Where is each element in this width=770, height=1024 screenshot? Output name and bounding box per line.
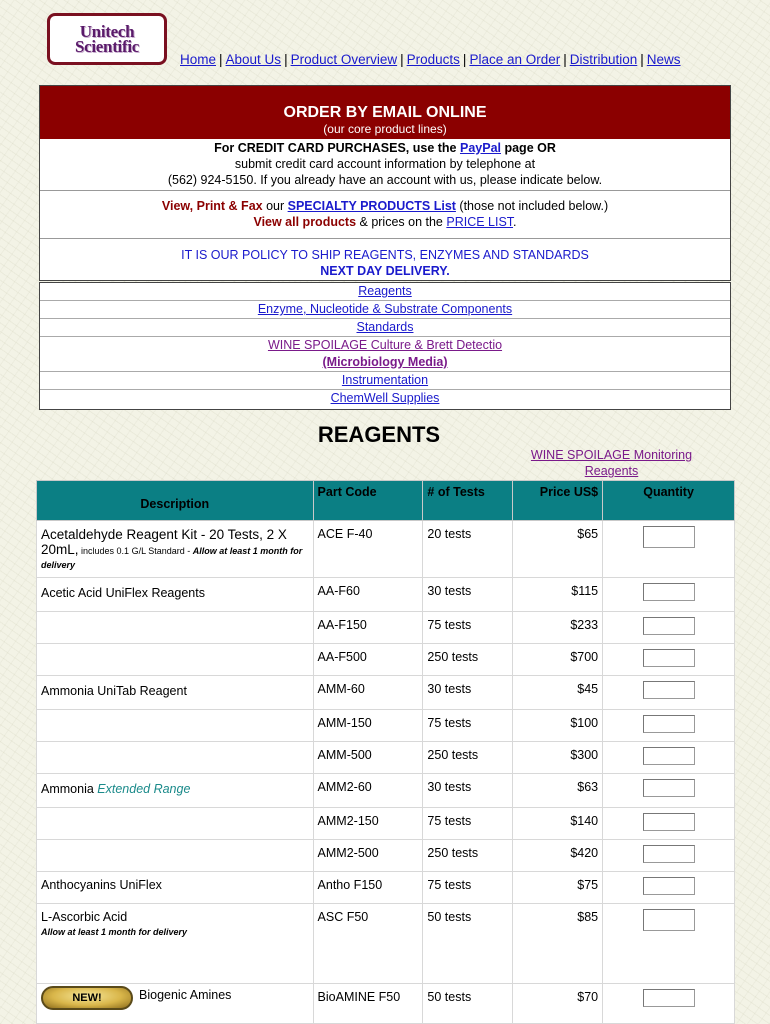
part-code: ASC F50 xyxy=(313,904,423,984)
cc-line2: submit credit card account information by telephone at xyxy=(234,157,536,171)
nav-place-order[interactable]: Place an Order xyxy=(469,52,561,67)
top-navigation: Home | About Us | Product Overview | Products | Place an Order | Distribution | News xyxy=(180,52,681,67)
table-row xyxy=(37,774,735,808)
quantity-cell xyxy=(603,676,735,710)
unitech-logo[interactable] xyxy=(47,13,167,65)
num-tests: 250 tests xyxy=(423,742,513,774)
price: $700 xyxy=(513,644,603,676)
part-code: AA-F60 xyxy=(313,578,423,612)
quantity-cell xyxy=(603,742,735,774)
table-row xyxy=(37,644,735,676)
product-small-note: includes 0.1 G/L Standard - xyxy=(78,546,193,556)
table-row xyxy=(37,521,735,578)
category-links xyxy=(39,282,731,410)
quantity-input[interactable] xyxy=(643,779,695,797)
category-row xyxy=(40,337,730,372)
category-standards[interactable]: Standards xyxy=(356,320,414,334)
view-mid: & prices on the xyxy=(356,215,447,229)
category-row xyxy=(40,283,730,301)
part-code: AA-F150 xyxy=(313,612,423,644)
part-code: Antho F150 xyxy=(313,872,423,904)
quantity-cell xyxy=(603,521,735,578)
quantity-input[interactable] xyxy=(643,681,695,699)
price: $420 xyxy=(513,840,603,872)
part-code: AA-F500 xyxy=(313,644,423,676)
product-description xyxy=(37,984,314,1024)
price: $85 xyxy=(513,904,603,984)
price: $100 xyxy=(513,710,603,742)
category-row xyxy=(40,390,730,408)
product-name-empty xyxy=(37,840,314,872)
part-code: AMM-150 xyxy=(313,710,423,742)
view-end: . xyxy=(513,215,517,229)
category-wine-spoilage[interactable]: WINE SPOILAGE Culture & Brett Detectio xyxy=(267,338,503,352)
order-subtitle: (our core product lines) xyxy=(323,122,447,136)
quantity-cell xyxy=(603,612,735,644)
quantity-input[interactable] xyxy=(643,617,695,635)
extended-range-label: Extended Range xyxy=(97,782,191,796)
table-row xyxy=(37,612,735,644)
print-our: our xyxy=(262,199,288,213)
price: $45 xyxy=(513,676,603,710)
paypal-link[interactable]: PayPal xyxy=(459,141,501,155)
section-title: REAGENTS xyxy=(317,422,441,447)
quantity-cell xyxy=(603,904,735,984)
nav-distribution[interactable]: Distribution xyxy=(569,52,638,67)
cc-text: For CREDIT CARD PURCHASES, use the xyxy=(214,141,460,155)
category-microbiology-media[interactable]: (Microbiology Media) xyxy=(322,355,448,369)
order-title: ORDER BY EMAIL ONLINE xyxy=(283,104,487,121)
delivery-note: Allow at least 1 month for delivery xyxy=(41,927,188,937)
new-badge: NEW! xyxy=(41,986,133,1010)
cc-line3: (562) 924-5150. If you already have an account with us, please indicate below. xyxy=(167,173,603,187)
product-name: L-Ascorbic Acid xyxy=(41,910,128,924)
num-tests: 50 tests xyxy=(423,984,513,1024)
quantity-input[interactable] xyxy=(643,909,695,931)
part-code: AMM2-60 xyxy=(313,774,423,808)
quantity-input[interactable] xyxy=(643,813,695,831)
category-enzyme[interactable]: Enzyme, Nucleotide & Substrate Components xyxy=(257,302,513,316)
table-row xyxy=(37,710,735,742)
product-description xyxy=(37,521,314,578)
num-tests: 250 tests xyxy=(423,840,513,872)
header-description: Description xyxy=(37,481,314,521)
price: $70 xyxy=(513,984,603,1024)
shipping-policy xyxy=(40,238,730,286)
quantity-cell xyxy=(603,872,735,904)
nav-home[interactable]: Home xyxy=(180,52,217,67)
part-code: AMM2-150 xyxy=(313,808,423,840)
policy-line2: NEXT DAY DELIVERY. xyxy=(320,264,450,278)
num-tests: 30 tests xyxy=(423,774,513,808)
product-name-empty xyxy=(37,612,314,644)
print-rest: (those not included below.) xyxy=(455,199,609,213)
header-tests: # of Tests xyxy=(423,481,513,521)
product-name: Acetic Acid UniFlex Reagents xyxy=(37,578,314,612)
product-name-empty xyxy=(37,808,314,840)
wine-spoilage-monitoring-link[interactable]: WINE SPOILAGE Monitoring Reagents xyxy=(530,448,693,478)
part-code: AMM-60 xyxy=(313,676,423,710)
cc-text-end: page OR xyxy=(501,141,556,155)
table-row xyxy=(37,578,735,612)
part-code: BioAMINE F50 xyxy=(313,984,423,1024)
quantity-input[interactable] xyxy=(643,989,695,1007)
quantity-cell xyxy=(603,774,735,808)
table-row xyxy=(37,808,735,840)
header-quantity: Quantity xyxy=(603,481,735,521)
price: $75 xyxy=(513,872,603,904)
num-tests: 30 tests xyxy=(423,676,513,710)
table-row xyxy=(37,742,735,774)
quantity-cell xyxy=(603,578,735,612)
table-row xyxy=(37,872,735,904)
num-tests: 75 tests xyxy=(423,872,513,904)
order-header xyxy=(40,86,730,139)
num-tests: 50 tests xyxy=(423,904,513,984)
nav-products[interactable]: Products xyxy=(406,52,460,67)
product-name-empty xyxy=(37,742,314,774)
category-chemwell[interactable]: ChemWell Supplies xyxy=(330,391,440,405)
num-tests: 250 tests xyxy=(423,644,513,676)
nav-about-us[interactable]: About Us xyxy=(225,52,282,67)
table-row xyxy=(37,984,735,1024)
table-row xyxy=(37,676,735,710)
policy-line1: IT IS OUR POLICY TO SHIP REAGENTS, ENZYMES AND STANDARDS xyxy=(181,248,589,262)
product-name: Anthocyanins UniFlex xyxy=(37,872,314,904)
quantity-input[interactable] xyxy=(643,877,695,895)
table-row xyxy=(37,904,735,984)
category-row xyxy=(40,319,730,337)
quantity-cell xyxy=(603,710,735,742)
num-tests: 20 tests xyxy=(423,521,513,578)
price: $63 xyxy=(513,774,603,808)
product-description xyxy=(37,904,314,984)
product-name: Biogenic Amines xyxy=(139,988,232,1002)
quantity-cell xyxy=(603,840,735,872)
logo-line2: Scientific xyxy=(74,37,140,56)
quantity-input[interactable] xyxy=(643,583,695,601)
price-list-link[interactable]: PRICE LIST xyxy=(446,215,514,229)
order-info-box xyxy=(39,85,731,281)
product-name-empty xyxy=(37,710,314,742)
quantity-input[interactable] xyxy=(643,649,695,667)
table-row xyxy=(37,840,735,872)
print-bold: View, Print & Fax xyxy=(161,199,263,213)
reagents-table xyxy=(36,480,735,1024)
price: $233 xyxy=(513,612,603,644)
num-tests: 30 tests xyxy=(423,578,513,612)
header-part-code: Part Code xyxy=(313,481,423,521)
price: $115 xyxy=(513,578,603,612)
part-code: AMM2-500 xyxy=(313,840,423,872)
logo-line1: Unitech xyxy=(79,22,135,41)
category-row xyxy=(40,301,730,319)
num-tests: 75 tests xyxy=(423,808,513,840)
nav-news[interactable]: News xyxy=(646,52,681,67)
credit-card-info xyxy=(40,139,730,190)
num-tests: 75 tests xyxy=(423,612,513,644)
nav-product-overview[interactable]: Product Overview xyxy=(290,52,398,67)
num-tests: 75 tests xyxy=(423,710,513,742)
quantity-cell xyxy=(603,984,735,1024)
header-price: Price US$ xyxy=(513,481,603,521)
category-instrumentation[interactable]: Instrumentation xyxy=(341,373,429,387)
part-code: AMM-500 xyxy=(313,742,423,774)
table-header xyxy=(37,481,735,521)
quantity-input[interactable] xyxy=(643,715,695,733)
quantity-input[interactable] xyxy=(643,845,695,863)
specialty-products-link[interactable]: SPECIALTY PRODUCTS List xyxy=(287,199,456,213)
quantity-input[interactable] xyxy=(643,747,695,765)
quantity-cell xyxy=(603,808,735,840)
view-bold: View all products xyxy=(253,215,357,229)
specialty-info xyxy=(40,190,730,238)
logo-wordmark xyxy=(75,24,139,54)
product-description xyxy=(37,774,314,808)
product-name: Ammonia xyxy=(41,782,98,796)
price: $140 xyxy=(513,808,603,840)
category-row xyxy=(40,372,730,390)
delivery-note: Allow at least 1 month for delivery xyxy=(41,546,303,570)
product-name: Ammonia UniTab Reagent xyxy=(37,676,314,710)
product-name: Acetaldehyde Reagent Kit - 20 Tests, 2 X 20mL, xyxy=(41,527,287,557)
product-name-empty xyxy=(37,644,314,676)
price: $300 xyxy=(513,742,603,774)
quantity-input[interactable] xyxy=(643,526,695,548)
category-reagents[interactable]: Reagents xyxy=(358,284,412,298)
quantity-cell xyxy=(603,644,735,676)
price: $65 xyxy=(513,521,603,578)
part-code: ACE F-40 xyxy=(313,521,423,578)
